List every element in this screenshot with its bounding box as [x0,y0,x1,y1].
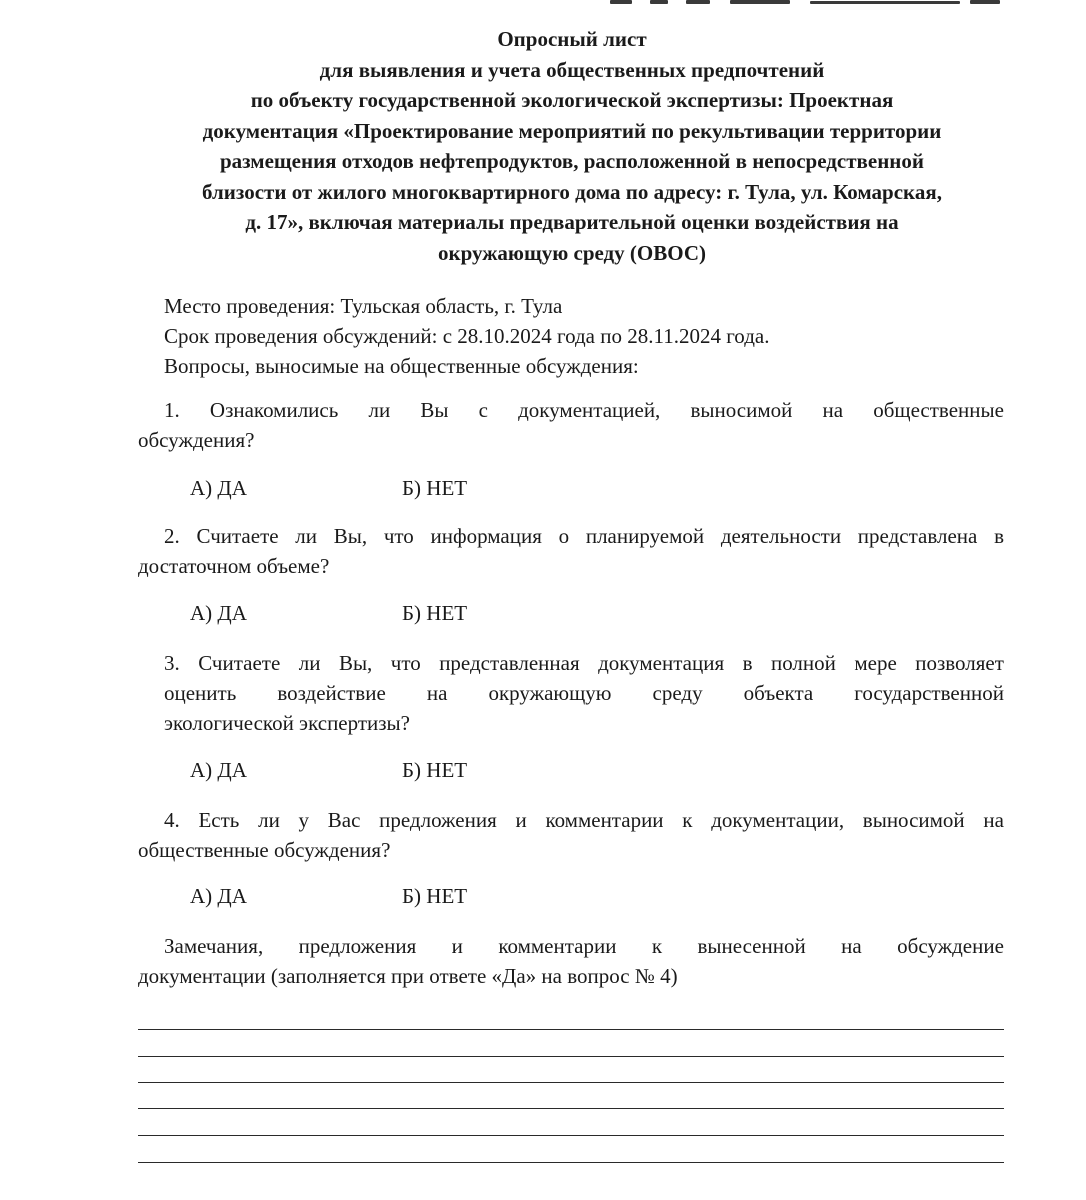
text-line [138,395,1004,425]
option-yes[interactable]: А) ДА [190,601,247,625]
text-line: документации (заполняется при ответе «Да» на вопрос № 4) [138,964,678,988]
word: 3. [164,651,180,675]
text-line: обсуждения? [138,428,255,452]
remarks-fill-line[interactable] [138,1029,1004,1030]
answers-q2 [190,601,468,626]
word: оценить [164,681,237,705]
word: у [298,808,310,832]
meeting-location: Место проведения: Тульская область, г. Тула [164,294,563,318]
word: предложения [379,808,497,832]
word: обсуждение [897,934,1004,958]
title-line: по объекту государственной экологической экспертизы: Проектная [250,88,894,112]
option-no[interactable]: Б) НЕТ [402,884,468,908]
word: Замечания, [164,934,264,958]
option-yes[interactable]: А) ДА [190,476,247,500]
title-line: близости от жилого многоквартирного дома по адресу: г. Тула, ул. Комарская, [202,179,942,204]
title-line: д. 17», включая материалы предварительной оценки воздействия на [245,210,899,234]
word: вынесенной [697,934,806,958]
meeting-period: Срок проведения обсуждений: с 28.10.2024 года по 28.11.2024 года. [164,324,770,348]
answers-q1 [190,476,468,501]
word: объекта [743,681,814,705]
remarks-fill-line[interactable] [138,1082,1004,1083]
text-line [138,521,1004,551]
remarks-label [138,931,1004,991]
word: на [822,398,844,422]
word: представлена [857,524,978,548]
word: полной [770,651,836,675]
word: Вы, [338,651,373,675]
document-title [120,24,1024,268]
title-line: размещения отходов нефтепродуктов, расположенной в непосредственной [219,149,924,173]
remarks-fill-line[interactable] [138,1162,1004,1163]
remarks-fill-line[interactable] [138,1135,1004,1136]
word: Вы, [333,524,368,548]
word: комментарии [545,808,664,832]
word: Ознакомились [209,398,339,422]
word: Есть [198,808,240,832]
word: на [841,934,862,958]
word: воздействие [277,681,386,705]
word: ли [368,398,391,422]
remarks-fill-line[interactable] [138,1108,1004,1109]
word: государственной [854,681,1004,705]
title-line: окружающую среду (ОВОС) [437,240,707,265]
word: в [742,651,753,675]
option-yes[interactable]: А) ДА [190,884,247,908]
remarks-fill-line[interactable] [138,1056,1004,1057]
word: предложения [298,934,417,958]
title-line: для выявления и учета общественных предпочтений [319,57,825,82]
word: и [451,934,463,958]
word: документация [598,651,725,675]
word: о [558,524,570,548]
word: на [426,681,448,705]
question-3 [138,648,1004,738]
word: представленная [439,651,580,675]
question-2 [138,521,1004,581]
answers-q4 [190,884,468,909]
word: Считаете [196,524,279,548]
text-line: достаточном объеме? [138,554,330,578]
word: позволяет [915,651,1004,675]
word: на [983,808,1004,832]
word: ли [298,651,321,675]
word: мере [854,651,897,675]
scan-artifact-top [610,0,1010,6]
word: Считаете [198,651,281,675]
word: среду [652,681,703,705]
word: 2. [164,524,180,548]
option-yes[interactable]: А) ДА [190,758,247,782]
question-1 [138,395,1004,455]
word: к [682,808,693,832]
word: выносимой [690,398,793,422]
text-line: общественные обсуждения? [138,838,391,862]
questions-intro: Вопросы, выносимые на общественные обсуждения: [164,354,639,378]
word: общественные [873,398,1004,422]
word: Вас [327,808,361,832]
question-4 [138,805,1004,865]
text-line [138,678,1004,708]
word: окружающую [488,681,612,705]
option-no[interactable]: Б) НЕТ [402,476,468,500]
word: ли [258,808,280,832]
word: документацией, [518,398,661,422]
word: ли [295,524,318,548]
word: 4. [164,808,180,832]
title-line: Опросный лист [497,27,647,51]
answers-q3 [190,758,468,783]
word: комментарии [498,934,617,958]
word: что [390,651,421,675]
word: в [994,524,1004,548]
word: с [478,398,488,422]
text-line [138,648,1004,678]
word: что [383,524,414,548]
word: 1. [164,398,180,422]
word: информация [430,524,542,548]
option-no[interactable]: Б) НЕТ [402,758,468,782]
text-line [138,805,1004,835]
title-line: документация «Проектирование мероприятий по рекультивации территории [202,118,942,143]
word: деятельности [720,524,842,548]
word: к [651,934,663,958]
word: планируемой [585,524,705,548]
text-line [138,931,1004,961]
word: Вы [420,398,449,422]
word: и [515,808,527,832]
text-line: экологической экспертизы? [164,711,410,735]
option-no[interactable]: Б) НЕТ [402,601,468,625]
word: выносимой [862,808,965,832]
word: документации, [711,808,845,832]
